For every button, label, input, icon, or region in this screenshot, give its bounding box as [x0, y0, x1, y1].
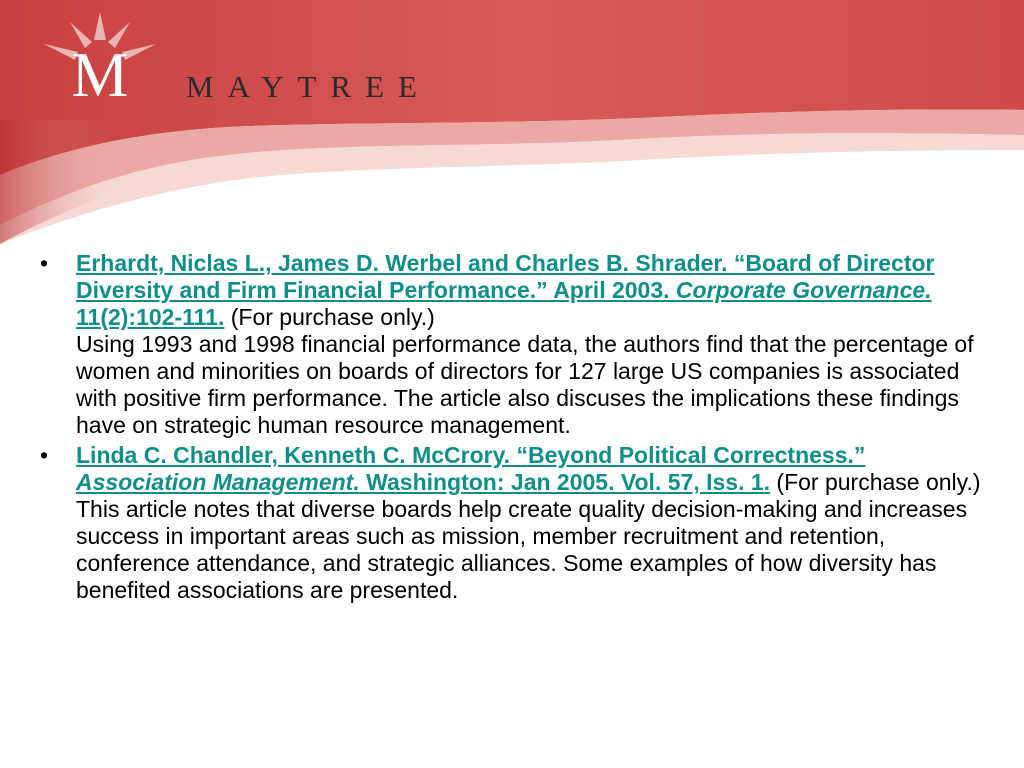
- reference-item: [38, 250, 998, 439]
- purchase-note: (For purchase only.): [224, 304, 435, 330]
- bullet-icon: •: [40, 442, 49, 468]
- reference-link[interactable]: Erhardt, Niclas L., James D. Werbel and Charles B. Shrader. “Board of Director Diversity and Firm Financial Performance.” April 2003. Corporate Governance. 11(2):102-111.: [76, 250, 935, 330]
- reference-summary: This article notes that diverse boards help create quality decision-making and increases success in important areas such as mission, member recruitment and retention, conference attendance, and strategic alliances. Some examples of how diversity has benefited associations are presented.: [76, 496, 968, 603]
- brand-wordmark: MAYTREE: [186, 69, 431, 104]
- purchase-note: (For purchase only.): [770, 469, 981, 495]
- reference-link[interactable]: Linda C. Chandler, Kenneth C. McCrory. “Beyond Political Correctness.” Association Management. Washington: Jan 2005. Vol. 57, Iss. 1.: [76, 442, 866, 495]
- reference-item: [38, 442, 998, 604]
- maytree-logo: [30, 10, 170, 110]
- reference-list: [38, 250, 998, 604]
- references-section: [38, 250, 998, 607]
- reference-summary: Using 1993 and 1998 financial performance data, the authors find that the percentage of women and minorities on boards of directors for 127 large US companies is associated with positive firm performance. The article also discuses the implications these findings have on strategic human resource management.: [76, 331, 974, 438]
- bullet-icon: •: [40, 250, 49, 276]
- svg-text:M: M: [71, 39, 129, 110]
